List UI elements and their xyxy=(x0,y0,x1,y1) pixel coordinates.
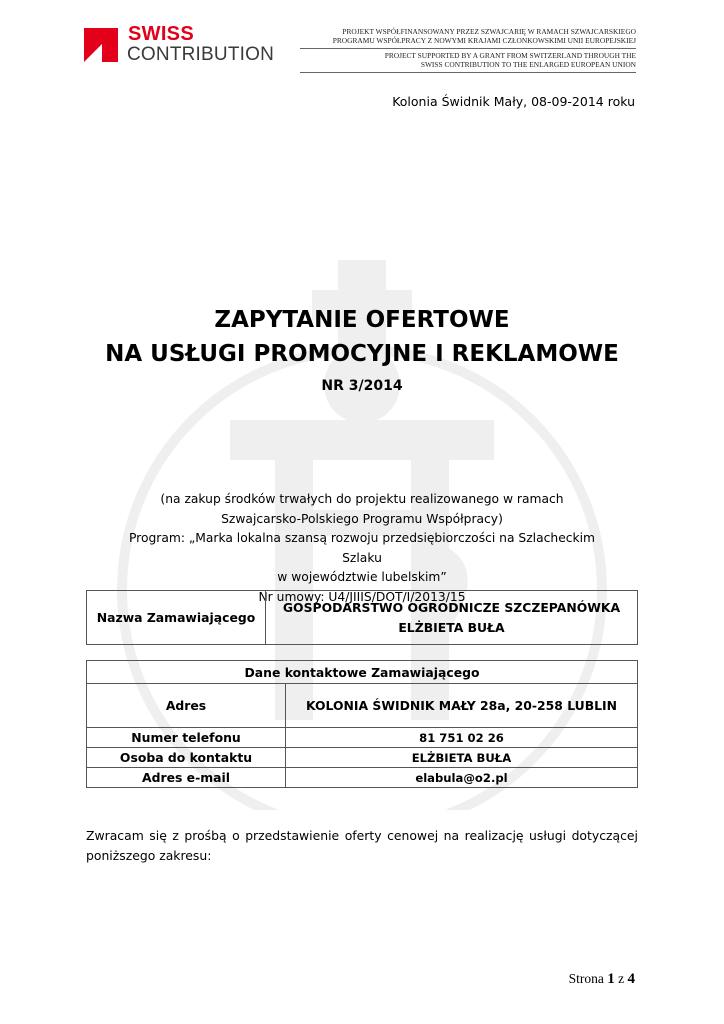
email-label: Adres e-mail xyxy=(87,768,286,788)
document-number: NR 3/2014 xyxy=(321,378,403,394)
phone-value: 81 751 02 26 xyxy=(286,728,638,748)
body-paragraph: Zwracam się z prośbą o przedstawienie oferty cenowej na realizację usługi dotyczącej poniższego zakresu: xyxy=(86,828,638,863)
address-value: KOLONIA ŚWIDNIK MAŁY 28a, 20-258 LUBLIN xyxy=(286,684,638,728)
person-label: Osoba do kontaktu xyxy=(87,748,286,768)
contact-table xyxy=(86,660,638,788)
table-row xyxy=(87,684,638,728)
table-row xyxy=(87,728,638,748)
page-counter: Strona 1 z 4 xyxy=(568,971,635,987)
page-title: ZAPYTANIE OFERTOWE xyxy=(214,307,510,333)
header-divider xyxy=(300,72,636,73)
orderer-value: GOSPODARSTWO OGRODNICZE SZCZEPANÓWKA ELŻBIETA BUŁA xyxy=(266,591,638,645)
logo-text-swiss: SWISS xyxy=(128,23,194,45)
place-date: Kolonia Świdnik Mały, 08-09-2014 roku xyxy=(392,94,635,109)
address-label: Adres xyxy=(87,684,286,728)
orderer-table xyxy=(86,590,638,645)
intro-text: (na zakup środków trwałych do projektu realizowanego w ramach Szwajcarsko-Polskiego Programu Współpracy) Program: „Marka lokalna szansą rozwoju przedsiębiorczości na Szlacheckim Szlaku w województwie lubelskim” Nr umowy: U4/JIIIS/DOT/I/2013/15 xyxy=(128,492,596,604)
phone-label: Numer telefonu xyxy=(87,728,286,748)
contact-header: Dane kontaktowe Zamawiającego xyxy=(87,661,638,684)
table-row xyxy=(87,661,638,684)
header-pl-text: PROJEKT WSPÓŁFINANSOWANY PRZEZ SZWAJCARIĘ W RAMACH SZWAJCARSKIEGO PROGRAMU WSPÓŁPRACY Z NOWYMI KRAJAMI CZŁONKOWSKIMI UNII EUROPEJSKIEJ xyxy=(332,27,636,45)
page-title: NA USŁUGI PROMOCYJNE I REKLAMOWE xyxy=(105,341,619,367)
orderer-label: Nazwa Zamawiającego xyxy=(87,591,266,645)
table-row xyxy=(87,768,638,788)
person-value: ELŻBIETA BUŁA xyxy=(286,748,638,768)
email-value: elabula@o2.pl xyxy=(286,768,638,788)
header-en-text: PROJECT SUPPORTED BY A GRANT FROM SWITZERLAND THROUGH THE SWISS CONTRIBUTION TO THE ENLARGED EUROPEAN UNION xyxy=(384,51,636,69)
table-row xyxy=(87,748,638,768)
table-row xyxy=(87,591,638,645)
header-divider xyxy=(300,48,636,49)
swiss-logo-icon xyxy=(84,28,118,62)
logo-text-contribution: CONTRIBUTION xyxy=(127,44,275,65)
